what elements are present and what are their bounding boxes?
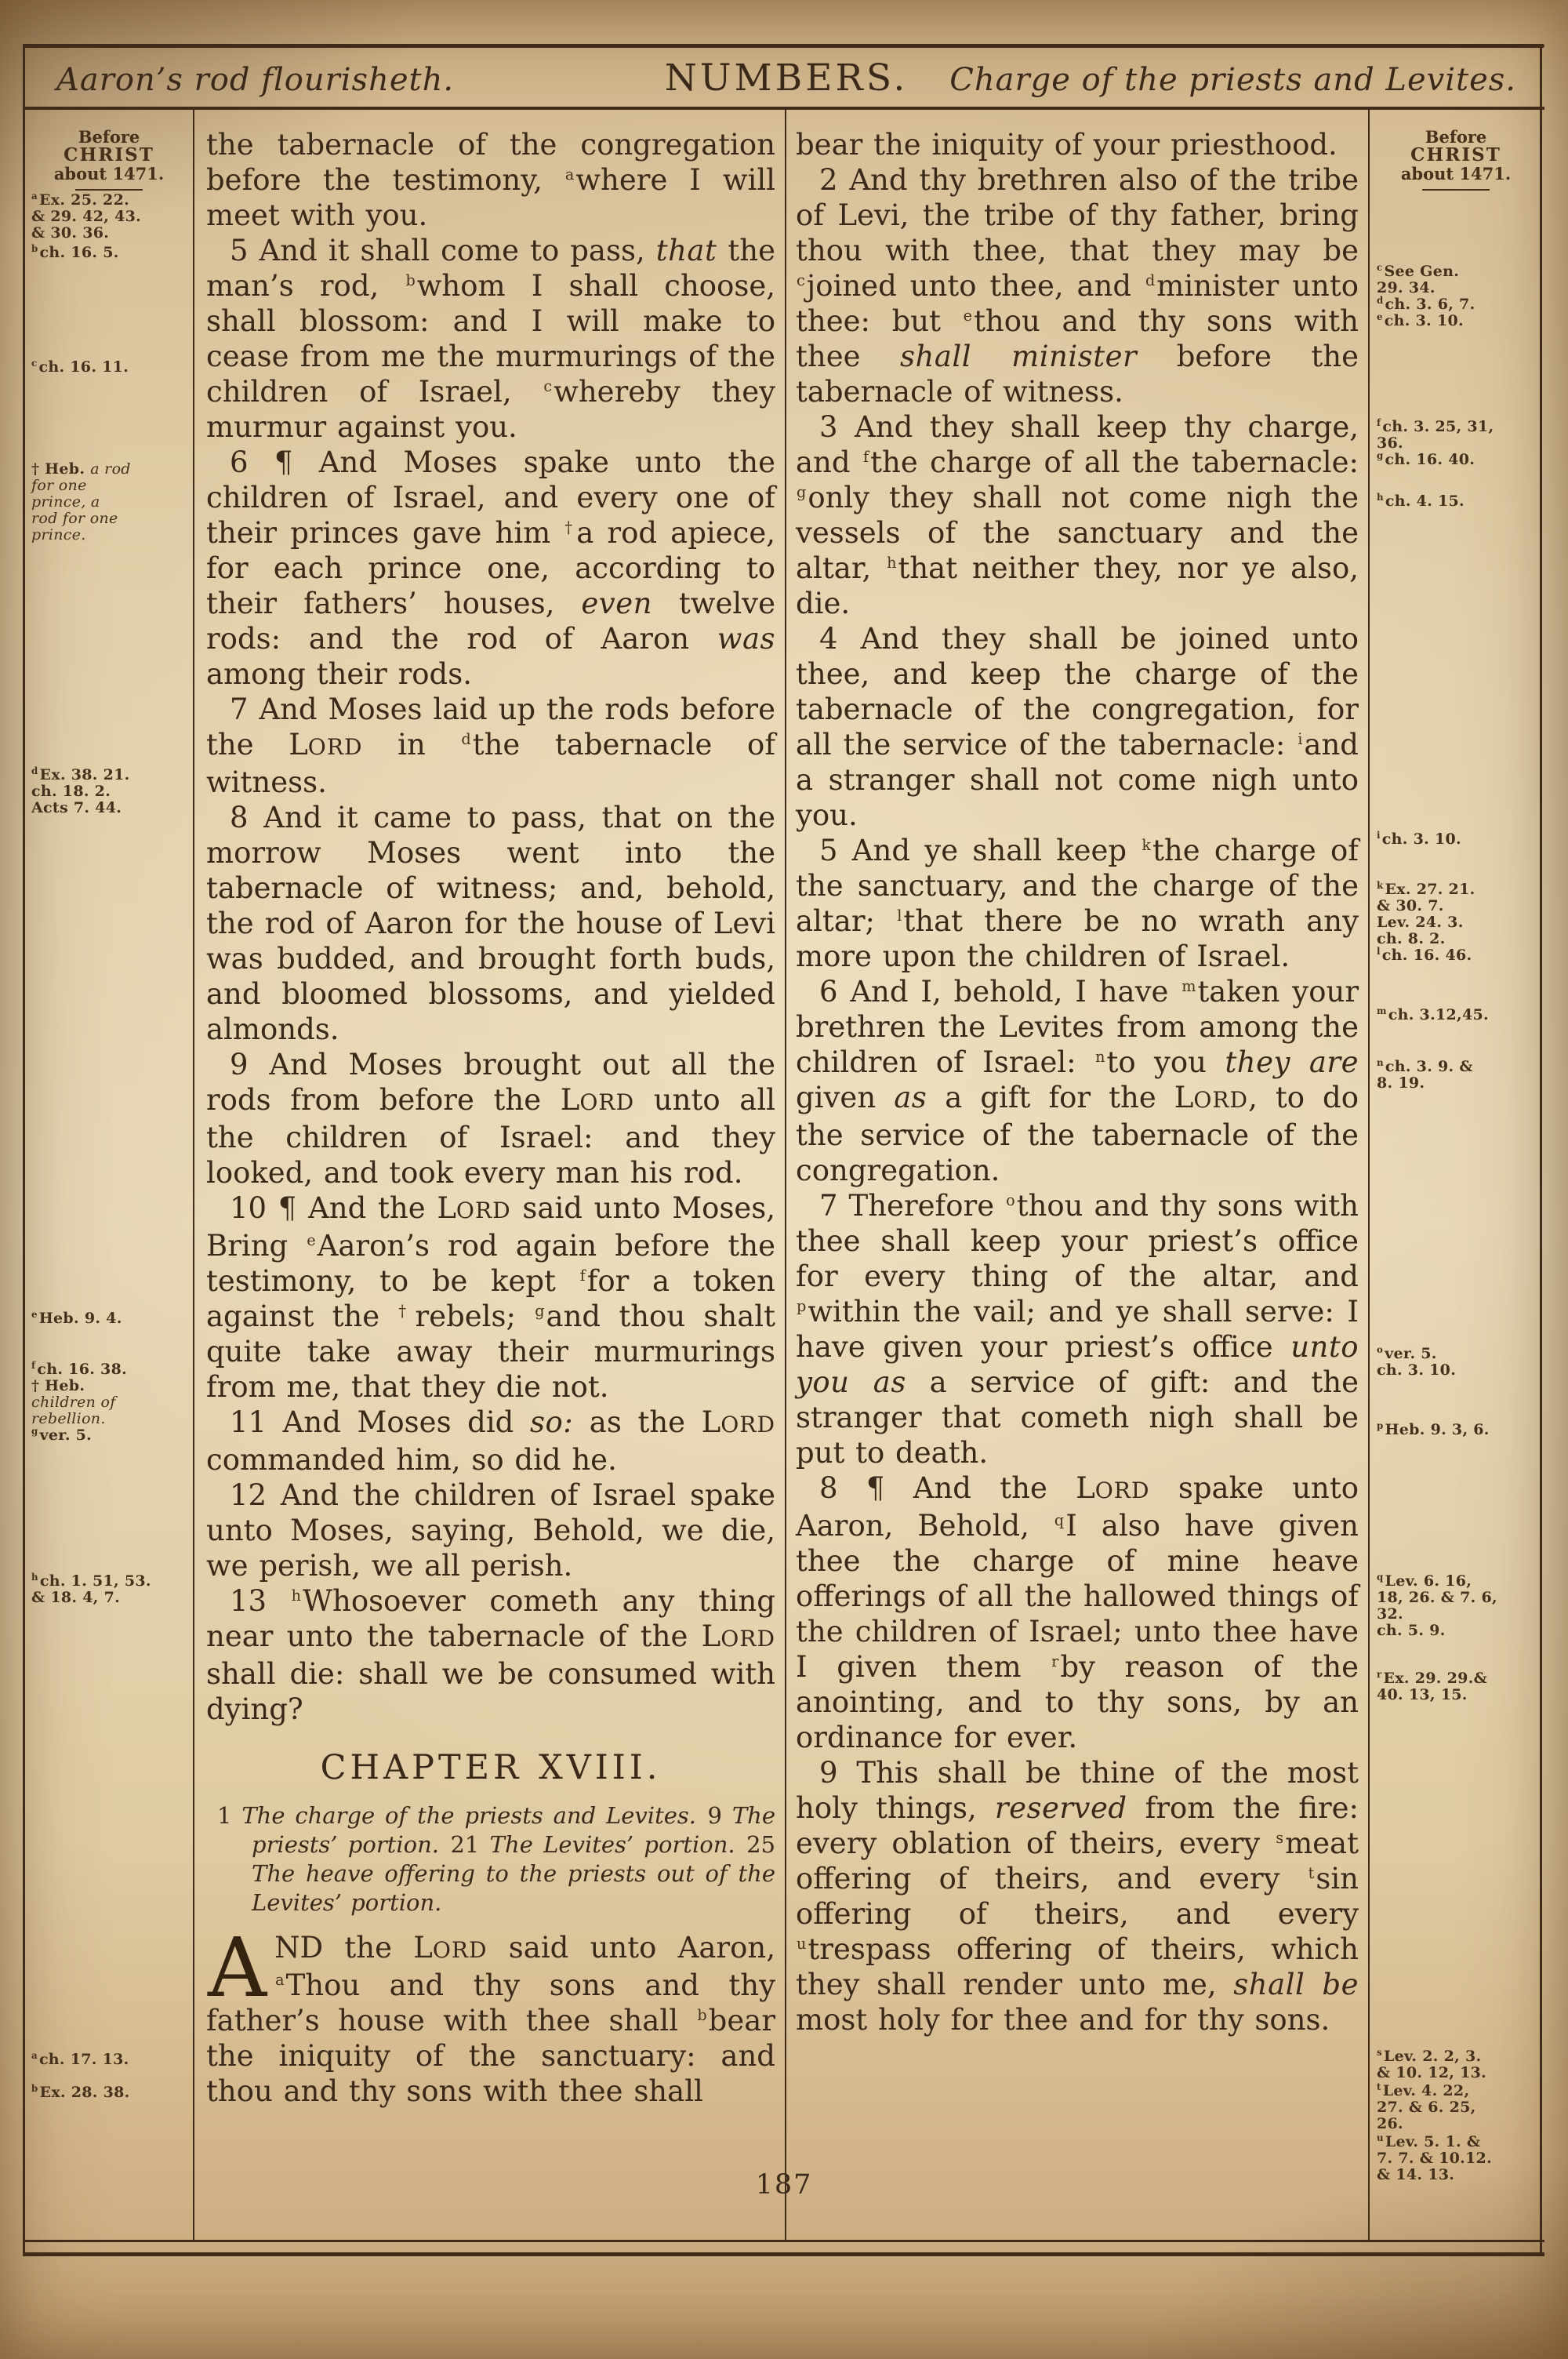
cross-reference-marker: a	[275, 1970, 285, 1989]
cross-reference-marker: p	[797, 1296, 807, 1315]
page-border-right	[1540, 44, 1542, 2256]
verse-paragraph: 8 And it came to pass, that on the morrow Moses went into the tabernacle of witness; and, behold, the rod of Aaron for the house of Levi was budded, and brought forth buds, and bloomed blossoms, and yielded almonds.	[206, 801, 775, 1046]
cross-reference-marker: k	[1377, 879, 1384, 891]
left-margin-column	[28, 0, 190, 2359]
cross-reference-marker: o	[1377, 1343, 1384, 1355]
cross-reference-marker: n	[1095, 1047, 1105, 1066]
cross-reference-marker: e	[31, 1308, 38, 1320]
verse-paragraph: 10 ¶ And the LORD said unto Moses, Bring $^e$Aaron’s rod again before the testimony, to be kept $^f$for a token against the †rebels; $^g$and thou shalt quite take away their murmurings from me, that they die not.	[206, 1191, 775, 1404]
cross-reference-marker: h	[887, 553, 897, 572]
verse-continuation: bear the iniquity of your priesthood.	[796, 128, 1338, 162]
verse-paragraph: 8 ¶ And the LORD spake unto Aaron, Behold, $^q$I also have given thee the charge of mine heave offerings of all the hallowed things of the children of Israel; unto thee have I given them $^r$by reason of the anointing, and to thy sons, by an ordinance for ever.	[796, 1471, 1359, 1754]
margin-note: $^q$ Lev. 6. 16, 18, 26. & 7. 6, 32. ch. 5. 9.	[1377, 1571, 1497, 1639]
cross-reference-marker: i	[1298, 729, 1303, 748]
cross-reference-marker: e	[963, 306, 973, 325]
verse-paragraph: 2 And thy brethren also of the tribe of Levi, the tribe of thy father, bring thou with thee, that they may be $^c$joined unto thee, and $^d$minister unto thee: but $^e$thou and thy sons with thee shall minister before the tabernacle of witness.	[796, 163, 1359, 409]
verse-paragraph: 12 And the children of Israel spake unto Moses, saying, Behold, we die, we perish, we all perish.	[206, 1478, 775, 1583]
before-christ-note-right	[1374, 129, 1538, 191]
cross-reference-marker: e	[307, 1230, 316, 1249]
verse-continuation: the tabernacle of the congregation before the testimony, $^a$where I will meet with you.	[206, 128, 775, 232]
divider	[75, 189, 143, 191]
column-divider-left-margin	[193, 110, 194, 2240]
margin-note: $^i$ ch. 3. 10.	[1377, 829, 1461, 848]
cross-reference-marker: t	[1377, 2081, 1381, 2092]
before-christ-line1: Before	[78, 127, 140, 147]
right-margin-column	[1374, 0, 1538, 2359]
margin-note: $^n$ ch. 3. 9. & 8. 19.	[1377, 1056, 1473, 1092]
margin-note: $^p$ Heb. 9. 3, 6.	[1377, 1419, 1490, 1438]
cross-reference-marker: i	[1377, 829, 1381, 841]
cross-reference-marker: b	[31, 242, 38, 254]
margin-note: $^c$ See Gen. 29. 34. $^d$ ch. 3. 6, 7. $^e$ ch. 3. 10.	[1377, 261, 1475, 329]
small-caps-lord: LORD	[289, 728, 363, 761]
cross-reference-marker: u	[1377, 2132, 1384, 2143]
cross-reference-marker: c	[1377, 261, 1383, 273]
margin-note: $^h$ ch. 4. 15.	[1377, 491, 1465, 510]
cross-reference-marker: l	[897, 906, 902, 925]
page-border-top	[24, 44, 1544, 48]
cross-reference-marker: h	[291, 1586, 302, 1605]
cross-reference-marker: r	[1051, 1652, 1059, 1670]
cross-reference-marker: h	[1377, 491, 1384, 503]
margin-note: $^e$ Heb. 9. 4.	[31, 1308, 122, 1327]
cross-reference-marker: †	[564, 518, 575, 536]
verse-paragraph: 5 And ye shall keep $^k$the charge of the sanctuary, and the charge of the altar; $^l$that there be no wrath any more upon the children of Israel.	[796, 834, 1359, 973]
verse-paragraph: 11 And Moses did so: as the LORD commanded him, so did he.	[206, 1405, 775, 1477]
cross-reference-marker: b	[405, 271, 416, 289]
page-number: 187	[755, 2169, 813, 2201]
running-head-left: Aaron’s rod flourisheth.	[56, 62, 455, 98]
verse-paragraph: 6 ¶ And Moses spake unto the children of Israel, and every one of their princes gave him †a rod apiece, for each prince one, according to their fathers’ houses, even twelve rods: and the rod of Aaron was among their rods.	[206, 445, 775, 691]
cross-reference-marker: a	[31, 2049, 38, 2061]
cross-reference-marker: a	[31, 190, 38, 202]
book-title: NUMBERS.	[664, 56, 909, 100]
cross-reference-marker: c	[543, 376, 553, 395]
cross-reference-marker: r	[1377, 1668, 1382, 1680]
margin-note: $^c$ ch. 16. 11.	[31, 357, 129, 376]
small-caps-lord: LORD	[437, 1191, 511, 1225]
margin-note: $^m$ ch. 3.12,45.	[1377, 1005, 1489, 1023]
verse-paragraph: 13 $^h$Whosoever cometh any thing near unto the tabernacle of the LORD shall die: shall we be consumed with dying?	[206, 1584, 775, 1726]
verse-paragraph: 9 This shall be thine of the most holy things, reserved from the fire: every oblation of theirs, every $^s$meat offering of theirs, and every $^t$sin offering of theirs, and every $^u$trespass offering of theirs, which they shall render unto me, shall be most holy for thee and for thy sons.	[796, 1756, 1359, 2037]
text-column-1	[206, 127, 775, 2109]
margin-note: $^u$ Lev. 5. 1. & 7. 7. & 10.12. & 14. 13.	[1377, 2132, 1492, 2183]
chapter-heading: CHAPTER XVIII.	[320, 1748, 662, 1787]
cross-reference-marker: t	[1308, 1863, 1315, 1882]
chapter-summary	[206, 1801, 775, 1917]
summary-text: The Levites’ portion.	[489, 1831, 747, 1858]
margin-note: $^d$ Ex. 38. 21. ch. 18. 2. Acts 7. 44.	[31, 765, 130, 816]
cross-reference-marker: m	[1377, 1005, 1387, 1016]
before-christ-line2: CHRIST	[64, 144, 154, 165]
cross-reference-marker: a	[564, 165, 575, 184]
cross-reference-marker: c	[31, 357, 38, 369]
cross-reference-marker: e	[1377, 311, 1383, 322]
summary-verse-number: 1	[217, 1802, 242, 1829]
cross-reference-marker: l	[1377, 945, 1381, 957]
margin-note: $^r$ Ex. 29. 29.& 40. 13, 15.	[1377, 1668, 1488, 1703]
page-border-bottom-thin	[24, 2240, 1544, 2242]
cross-reference-marker: f	[579, 1266, 586, 1285]
verse-paragraph: 5 And it shall come to pass, that the man’s rod, $^b$whom I shall choose, shall blossom: and I will make to cease from me the murmurings of the children of Israel, $^c$whereby they murmur against you.	[206, 234, 775, 444]
small-caps-lord: LORD	[560, 1083, 635, 1117]
before-christ-line2: CHRIST	[1410, 144, 1501, 165]
cross-reference-marker: s	[1377, 2046, 1382, 2058]
summary-text: The heave offering to the priests out of the Levites’ portion.	[252, 1860, 775, 1916]
margin-note: $^k$ Ex. 27. 21. & 30. 7. Lev. 24. 3. ch. 8. 2. $^l$ ch. 16. 46.	[1377, 879, 1475, 964]
cross-reference-marker: †	[398, 1301, 414, 1320]
summary-verse-number: 25	[746, 1831, 776, 1858]
cross-reference-marker: g	[797, 482, 807, 501]
margin-note: $^s$ Lev. 2. 2, 3. & 10. 12, 13.	[1377, 2046, 1487, 2081]
header-divider	[24, 107, 1544, 110]
cross-reference-marker: s	[1276, 1828, 1284, 1847]
verse-paragraph: 6 And I, behold, I have $^m$taken your brethren the Levites from among the children of Israel: $^n$to you they are given as a gift for the LORD, to do the service of the tabernacle of the congregation.	[796, 975, 1359, 1187]
cross-reference-marker: g	[535, 1301, 545, 1320]
margin-note: $^a$ ch. 17. 13.	[31, 2049, 129, 2068]
margin-note: $^t$ Lev. 4. 22, 27. & 6. 25, 26.	[1377, 2081, 1476, 2132]
column-divider-right-margin	[1368, 110, 1370, 2240]
margin-note: $^f$ ch. 3. 25, 31, 36. $^g$ ch. 16. 40.	[1377, 416, 1494, 468]
cross-reference-marker: b	[31, 2082, 38, 2094]
cross-reference-marker: m	[1181, 976, 1196, 995]
cross-reference-marker: k	[1142, 835, 1152, 854]
margin-note: $^f$ ch. 16. 38. † Heb. children of rebellion. $^g$ ver. 5.	[31, 1359, 128, 1444]
drop-cap: A	[208, 1920, 267, 2016]
verse-paragraph: 7 Therefore $^o$thou and thy sons with thee shall keep your priest’s office for every thing of the altar, and $^p$within the vail; and ye shall serve: I have given your priest’s office unto you as a service of gift: and the stranger that cometh nigh shall be put to death.	[796, 1189, 1359, 1470]
margin-note: † Heb. a rod for one prince, a rod for one prince.	[31, 460, 131, 543]
small-caps-lord: LORD	[1174, 1081, 1249, 1114]
cross-reference-marker: n	[1377, 1056, 1384, 1068]
verse-paragraph: AND the LORD said unto Aaron, $^a$Thou and thy sons and thy father’s house with thee shall $^b$bear the iniquity of the sanctuary: and thou and thy sons with thee shall	[206, 1920, 775, 2108]
cross-reference-marker: g	[1377, 449, 1384, 461]
before-christ-note-left	[28, 129, 190, 191]
cross-reference-marker: q	[1377, 1571, 1384, 1583]
cross-reference-marker: c	[797, 271, 805, 289]
margin-note: $^h$ ch. 1. 51, 53. & 18. 4, 7.	[31, 1571, 151, 1606]
cross-reference-marker: d	[1145, 271, 1156, 289]
small-caps-lord: LORD	[701, 1619, 775, 1653]
cross-reference-marker: p	[1377, 1419, 1384, 1431]
cross-reference-marker: f	[31, 1359, 36, 1371]
summary-text: The charge of the priests and Levites.	[241, 1802, 708, 1829]
cross-reference-marker: q	[1054, 1510, 1065, 1529]
cross-reference-marker: d	[461, 729, 471, 748]
cross-reference-marker: d	[31, 765, 38, 776]
cross-reference-marker: f	[863, 447, 869, 466]
cross-reference-marker: g	[31, 1425, 38, 1437]
cross-reference-marker: d	[1377, 294, 1384, 306]
running-head-right: Charge of the priests and Levites.	[949, 62, 1516, 98]
column-divider-center	[785, 110, 786, 2240]
verse-paragraph: 7 And Moses laid up the rods before the LORD in $^d$the tabernacle of witness.	[206, 692, 776, 799]
margin-note: $^b$ Ex. 28. 38.	[31, 2082, 130, 2101]
running-head	[56, 56, 1516, 100]
verse-paragraph: 9 And Moses brought out all the rods from before the LORD unto all the children of Israel: and they looked, and took every man his rod.	[206, 1048, 775, 1190]
small-caps-lord: LORD	[701, 1405, 775, 1439]
small-caps-lord: LORD	[413, 1931, 488, 1965]
page-border-left	[23, 44, 25, 2256]
summary-verse-number: 21	[450, 1831, 490, 1858]
before-christ-line3: about 1471.	[1400, 164, 1512, 184]
cross-reference-marker: h	[31, 1571, 38, 1583]
verse-paragraph: 4 And they shall be joined unto thee, and keep the charge of the tabernacle of the congregation, for all the service of the tabernacle: $^i$and a stranger shall not come nigh unto you.	[796, 622, 1359, 832]
cross-reference-marker: f	[1377, 416, 1381, 428]
text-column-2	[796, 127, 1359, 2037]
summary-text: The priests’ portion.	[252, 1802, 776, 1858]
verse-paragraph: 3 And they shall keep thy charge, and $^f$the charge of all the tabernacle: $^g$only they shall not come nigh the vessels of the sanctuary and the altar, $^h$that neither they, nor ye also, die.	[796, 410, 1359, 620]
page-border-bottom-thick	[24, 2252, 1544, 2256]
small-caps-lord: LORD	[1076, 1471, 1150, 1505]
margin-note: $^o$ ver. 5. ch. 3. 10.	[1377, 1343, 1457, 1379]
before-christ-line1: Before	[1425, 127, 1487, 147]
margin-note: $^a$ Ex. 25. 22. & 29. 42, 43. & 30. 36.	[31, 190, 142, 242]
cross-reference-marker: b	[697, 2005, 707, 2024]
cross-reference-marker: o	[1006, 1190, 1015, 1209]
summary-verse-number: 9	[707, 1802, 732, 1829]
margin-note: $^b$ ch. 16. 5.	[31, 242, 119, 261]
before-christ-line3: about 1471.	[53, 164, 165, 184]
divider	[1422, 189, 1490, 191]
cross-reference-marker: u	[797, 1934, 807, 1953]
